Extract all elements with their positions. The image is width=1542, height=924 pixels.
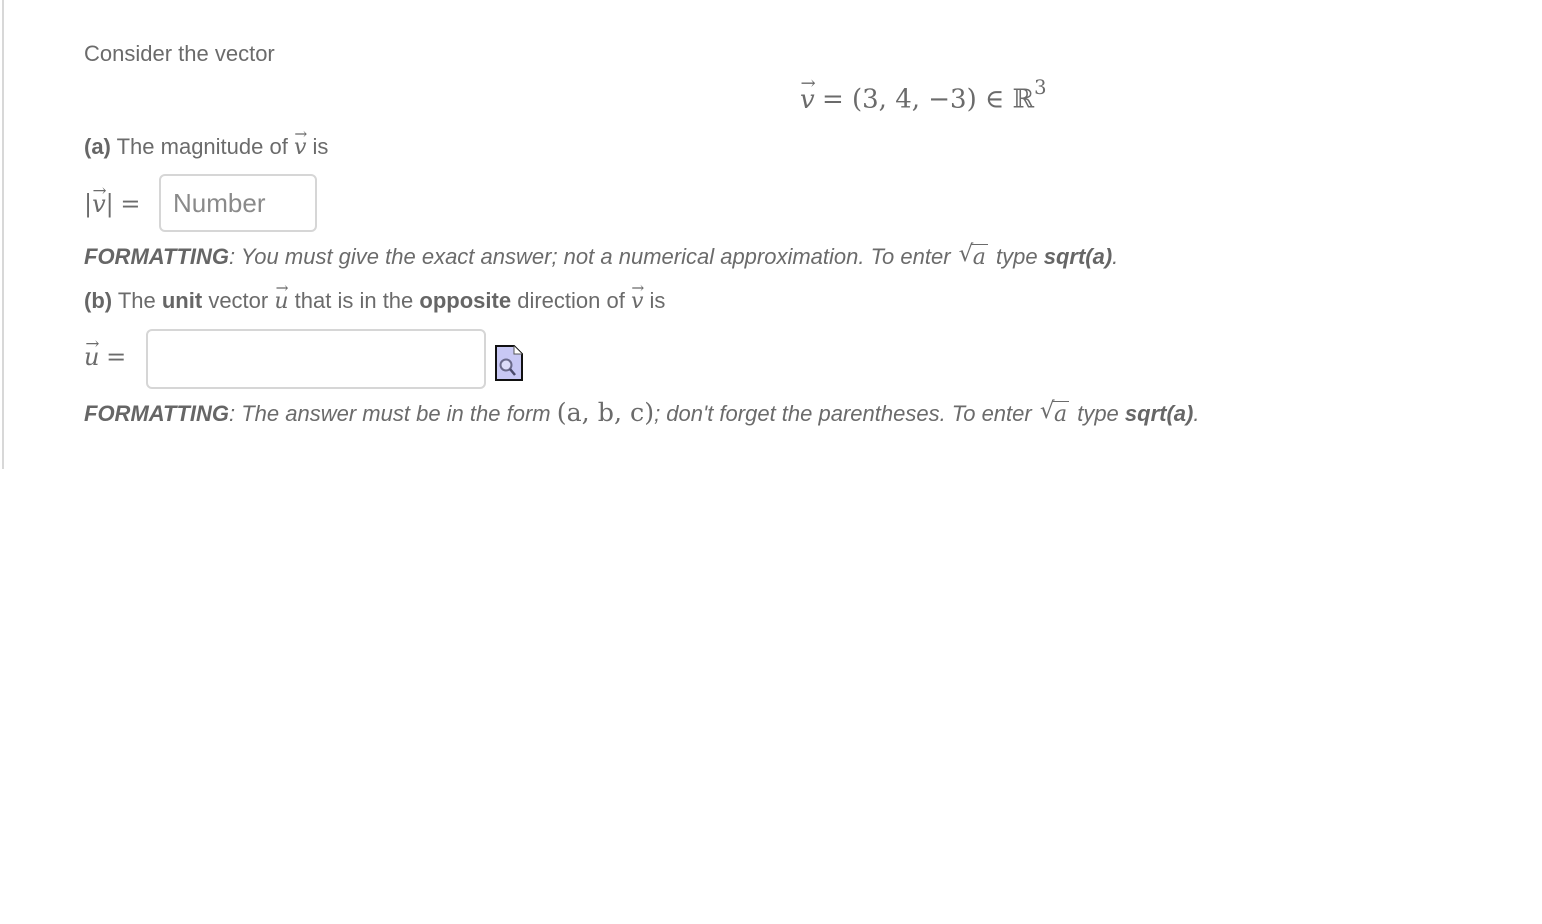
formatting-type-text: type [996, 244, 1038, 269]
part-b-text: is [649, 288, 666, 313]
part-b-label: (b) [84, 288, 113, 313]
vector-v-symbol: → v [800, 85, 815, 115]
part-b-text: vector [208, 288, 269, 313]
formatting-label: FORMATTING [84, 244, 230, 269]
vector-components: = (3, 4, −3) ∈ ℝ [821, 84, 1035, 115]
part-a-formatting-note [84, 241, 1119, 270]
part-a-label: (a) [84, 134, 111, 159]
formatting-label: FORMATTING [84, 401, 230, 426]
sqrt-a-expression: √ a [958, 241, 986, 270]
unit-vector-input[interactable] [146, 329, 486, 389]
magnitude-input[interactable] [159, 174, 317, 232]
vector-v-symbol: → v [92, 190, 106, 218]
formatting-text: : The answer must be in the form [229, 401, 551, 426]
formatting-code: sqrt(a) [1043, 244, 1113, 269]
part-b-formatting-note [84, 398, 1200, 427]
formatting-code: sqrt(a) [1124, 401, 1194, 426]
left-border [2, 0, 4, 469]
part-b-bold-unit: unit [161, 288, 203, 313]
vector-v-symbol: → v [294, 135, 306, 160]
formatting-end: . [1193, 401, 1200, 426]
formatting-type-text: type [1077, 401, 1119, 426]
equals-sign: = [106, 343, 127, 371]
formatting-end: . [1112, 244, 1119, 269]
equals-sign: = [120, 190, 141, 218]
intro-text: Consider the vector [84, 41, 275, 66]
document-magnifier-icon [495, 345, 523, 381]
unit-vector-label [84, 343, 126, 372]
part-a-text-end: is [312, 134, 329, 159]
part-b-text: that is in the [294, 288, 414, 313]
part-a-question [84, 134, 328, 160]
formatting-text: ; don't forget the parentheses. To enter [654, 401, 1032, 426]
part-b-text: direction of [517, 288, 625, 313]
vector-u-symbol: → u [84, 343, 99, 371]
sqrt-a-expression: √ a [1039, 398, 1068, 427]
magnitude-label: |→ v| = [84, 190, 141, 219]
part-b-question [84, 288, 665, 314]
form-expression: (a, b, c) [556, 398, 655, 427]
part-a-text: The magnitude of [116, 134, 288, 159]
part-b-bold-opposite: opposite [419, 288, 512, 313]
preview-answer-button[interactable] [495, 345, 523, 381]
vector-u-symbol: → u [274, 289, 288, 314]
formatting-text: : You must give the exact answer; not a numerical approximation. To enter [229, 244, 951, 269]
vector-v-symbol: → v [631, 289, 643, 314]
part-b-text: The [117, 288, 156, 313]
space-exponent: 3 [1034, 76, 1047, 100]
vector-definition [800, 76, 1047, 115]
